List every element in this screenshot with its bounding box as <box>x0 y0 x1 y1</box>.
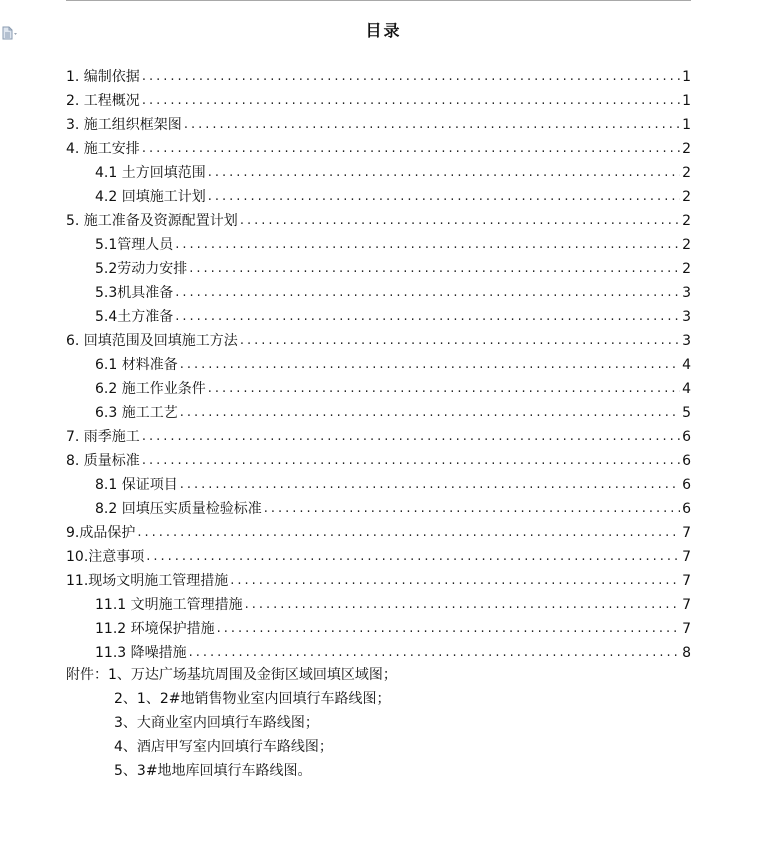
toc-entry[interactable] <box>66 521 691 545</box>
toc-leader-dots <box>137 521 680 545</box>
toc-leader-dots <box>146 545 680 569</box>
toc-entry[interactable] <box>66 569 691 593</box>
toc-entry-label: 11.3 降噪措施 <box>95 645 187 661</box>
toc-entry-label: 3. 施工组织框架图 <box>66 117 182 133</box>
toc-entry-page: 7 <box>682 549 691 565</box>
toc-entry-label: 8.1 保证项目 <box>95 477 178 493</box>
toc-leader-dots <box>180 401 680 425</box>
toc-entry[interactable] <box>66 425 691 449</box>
toc-entry-page: 3 <box>682 333 691 349</box>
toc-entry[interactable] <box>66 497 691 521</box>
toc-entry-page: 6 <box>682 429 691 445</box>
toc-leader-dots <box>175 281 680 305</box>
page-title: 目录 <box>365 21 402 40</box>
toc-leader-dots <box>245 593 680 617</box>
toc-entry-label: 5.2劳动力安排 <box>95 261 188 277</box>
appendix-item: 3、大商业室内回填行车路线图； <box>114 715 319 731</box>
toc-entry-label: 4.1 土方回填范围 <box>95 165 206 181</box>
toc-leader-dots <box>142 137 680 161</box>
toc-entry-label: 11.2 环境保护措施 <box>95 621 215 637</box>
toc-leader-dots <box>264 497 680 521</box>
toc-leader-dots <box>189 257 680 281</box>
toc-entry-label: 9.成品保护 <box>66 525 136 541</box>
toc-entry-page: 7 <box>682 525 691 541</box>
toc-leader-dots <box>180 473 680 497</box>
toc-leader-dots <box>230 569 680 593</box>
toc-leader-dots <box>180 353 680 377</box>
toc-entry[interactable] <box>66 161 691 185</box>
toc-entry-page: 5 <box>682 405 691 421</box>
toc-entry-label: 8.2 回填压实质量检验标准 <box>95 501 262 517</box>
toc-entry-page: 4 <box>682 357 691 373</box>
toc-entry-label: 1. 编制依据 <box>66 69 140 85</box>
toc-leader-dots <box>142 425 680 449</box>
appendix-item: 4、酒店甲写室内回填行车路线图； <box>114 739 333 755</box>
toc-entry[interactable] <box>66 257 691 281</box>
toc-entry-page: 2 <box>682 213 691 229</box>
toc-entry[interactable] <box>66 89 691 113</box>
toc-entry[interactable] <box>66 641 691 665</box>
toc-leader-dots <box>142 65 680 89</box>
toc-entry-label: 5. 施工准备及资源配置计划 <box>66 213 238 229</box>
toc-entry-label: 5.4土方准备 <box>95 309 174 325</box>
toc-entry[interactable] <box>66 377 691 401</box>
toc-entry-page: 2 <box>682 261 691 277</box>
toc-entry-label: 5.1管理人员 <box>95 237 174 253</box>
toc-entry-page: 7 <box>682 597 691 613</box>
toc-leader-dots <box>142 449 680 473</box>
toc-leader-dots <box>184 113 680 137</box>
page-top-border <box>66 0 691 1</box>
toc-entry-page: 1 <box>682 69 691 85</box>
toc-entry[interactable] <box>66 65 691 89</box>
toc-entry[interactable] <box>66 233 691 257</box>
toc-entry[interactable] <box>66 401 691 425</box>
toc-entry[interactable] <box>66 137 691 161</box>
toc-entry-page: 7 <box>682 621 691 637</box>
appendix-item: 5、3#地地库回填行车路线图。 <box>114 763 312 779</box>
toc-entry-label: 6.3 施工工艺 <box>95 405 178 421</box>
toc-entry-page: 3 <box>682 285 691 301</box>
toc-entry[interactable] <box>66 281 691 305</box>
toc-entry-label: 6. 回填范围及回填施工方法 <box>66 333 238 349</box>
toc-entry[interactable] <box>66 305 691 329</box>
toc-entry-page: 2 <box>682 237 691 253</box>
toc-entry[interactable] <box>66 617 691 641</box>
appendix-item: 2、1、2#地销售物业室内回填行车路线图； <box>114 691 391 707</box>
toc-leader-dots <box>240 209 680 233</box>
appendix-list <box>66 663 691 783</box>
toc-entry-page: 8 <box>682 645 691 661</box>
toc-entry-page: 6 <box>682 453 691 469</box>
toc-leader-dots <box>175 305 680 329</box>
toc-entry[interactable] <box>66 329 691 353</box>
toc-leader-dots <box>240 329 680 353</box>
appendix-item: 附件：1、万达广场基坑周围及金街区域回填区域图； <box>66 667 397 683</box>
toc-entry-page: 6 <box>682 477 691 493</box>
toc-entry-page: 2 <box>682 189 691 205</box>
toc-entry-page: 4 <box>682 381 691 397</box>
toc-entry-page: 6 <box>682 501 691 517</box>
toc-entry-label: 8. 质量标准 <box>66 453 140 469</box>
toc-entry-page: 1 <box>682 93 691 109</box>
toc-entry[interactable] <box>66 449 691 473</box>
table-of-contents <box>66 65 691 665</box>
toc-leader-dots <box>142 89 680 113</box>
toc-leader-dots <box>189 641 680 665</box>
toc-entry-page: 1 <box>682 117 691 133</box>
toc-entry[interactable] <box>66 593 691 617</box>
toc-leader-dots <box>217 617 680 641</box>
toc-entry-label: 6.2 施工作业条件 <box>95 381 206 397</box>
toc-entry-label: 4. 施工安排 <box>66 141 140 157</box>
toc-entry[interactable] <box>66 353 691 377</box>
toc-entry-page: 3 <box>682 309 691 325</box>
toc-entry-page: 2 <box>682 165 691 181</box>
toc-entry-label: 5.3机具准备 <box>95 285 174 301</box>
toc-entry-page: 7 <box>682 573 691 589</box>
toc-entry-label: 10.注意事项 <box>66 549 145 565</box>
toc-leader-dots <box>208 185 680 209</box>
toc-entry[interactable] <box>66 209 691 233</box>
toc-entry[interactable] <box>66 185 691 209</box>
toc-entry[interactable] <box>66 545 691 569</box>
toc-entry-page: 2 <box>682 141 691 157</box>
toc-entry-label: 11.1 文明施工管理措施 <box>95 597 243 613</box>
toc-entry-label: 6.1 材料准备 <box>95 357 178 373</box>
toc-entry-label: 2. 工程概况 <box>66 93 140 109</box>
toc-entry[interactable] <box>66 473 691 497</box>
toc-entry-label: 4.2 回填施工计划 <box>95 189 206 205</box>
toc-leader-dots <box>175 233 680 257</box>
toc-entry-label: 7. 雨季施工 <box>66 429 140 445</box>
toc-entry-label: 11.现场文明施工管理措施 <box>66 573 229 589</box>
toc-leader-dots <box>208 161 680 185</box>
toc-leader-dots <box>208 377 680 401</box>
toc-entry[interactable] <box>66 113 691 137</box>
